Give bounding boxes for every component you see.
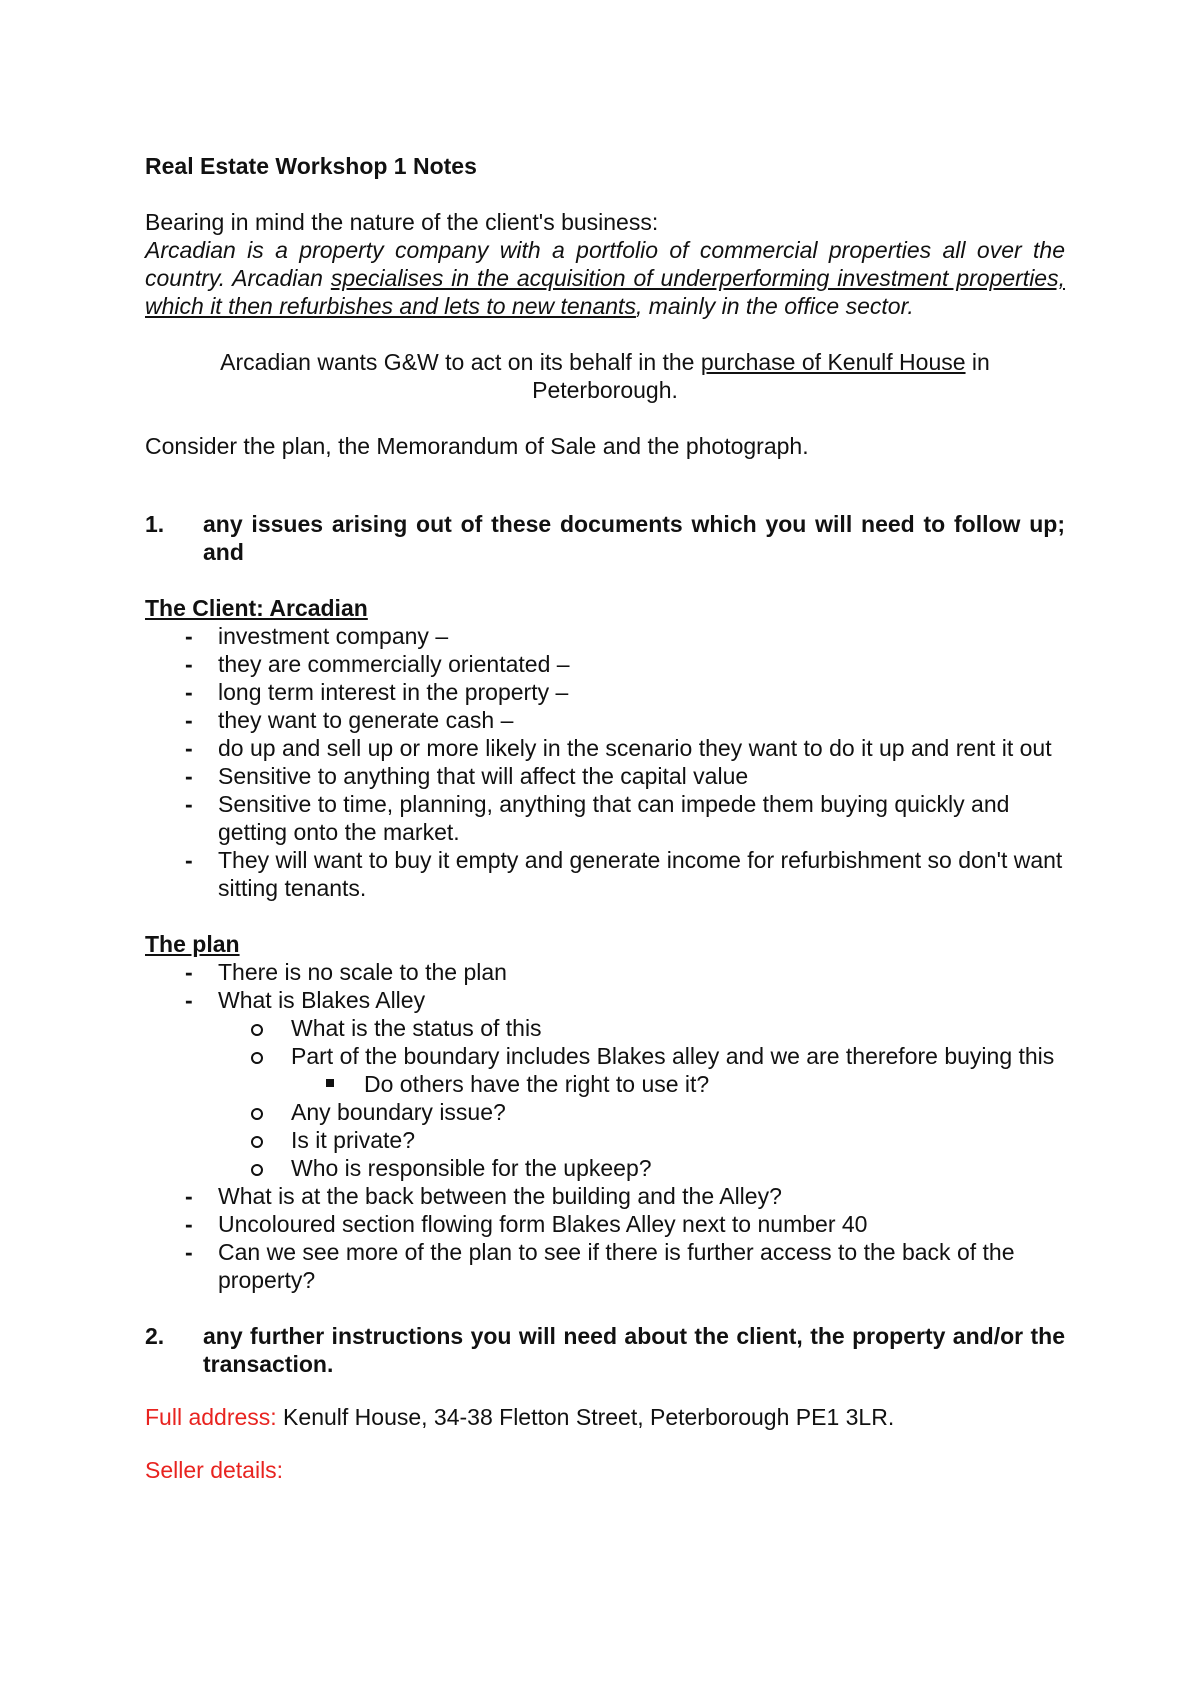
document-page: [145, 152, 1065, 1484]
blakes-alley-sublist: [218, 1014, 1065, 1182]
item-number: 2.: [145, 1323, 165, 1349]
list-item-text: What is at the back between the building and the Alley?: [218, 1183, 782, 1209]
dash-bullet-icon: -: [185, 735, 193, 761]
dash-bullet-icon: -: [185, 651, 193, 677]
list-item-text: Is it private?: [291, 1127, 415, 1153]
dash-bullet-icon: -: [185, 707, 193, 733]
square-bullet-icon: [326, 1079, 334, 1087]
instruction-underlined-text: purchase of Kenulf House: [700, 349, 966, 375]
consider-paragraph: Consider the plan, the Memorandum of Sale and the photograph.: [145, 433, 809, 459]
list-item-text: Sensitive to anything that will affect the capital value: [218, 763, 749, 789]
boundary-sublist: [291, 1070, 1065, 1098]
list-item: [185, 958, 1065, 986]
list-item: [185, 678, 1065, 706]
list-item-text: long term interest in the property –: [218, 679, 569, 705]
list-item-text: Who is responsible for the upkeep?: [291, 1155, 652, 1181]
document-title: Real Estate Workshop 1 Notes: [145, 153, 477, 179]
list-item-text: Can we see more of the plan to see if there is further access to the back of the property?: [218, 1239, 1015, 1293]
circle-bullet-icon: [251, 1164, 263, 1176]
list-item-text: investment company –: [218, 623, 449, 649]
list-item-text: they want to generate cash –: [218, 707, 514, 733]
list-item: [185, 846, 1065, 902]
list-item: [185, 762, 1065, 790]
list-item: [185, 1210, 1065, 1238]
list-item: [185, 986, 1065, 1182]
circle-bullet-icon: [251, 1136, 263, 1148]
item-text: any issues arising out of these documents which you will need to follow up; and: [203, 511, 1065, 565]
seller-details-line: [145, 1456, 1065, 1484]
list-item: [185, 1182, 1065, 1210]
list-item: [251, 1126, 1065, 1154]
list-item-text: Part of the boundary includes Blakes alley and we are therefore buying this: [291, 1043, 1055, 1069]
list-item: [185, 650, 1065, 678]
list-item-text: Sensitive to time, planning, anything that can impede them buying quickly and getting onto the market.: [218, 791, 1010, 845]
dash-bullet-icon: -: [185, 679, 193, 705]
dash-bullet-icon: -: [185, 623, 193, 649]
dash-bullet-icon: -: [185, 1211, 193, 1237]
dash-bullet-icon: -: [185, 1239, 193, 1265]
list-item: [251, 1154, 1065, 1182]
list-item: [185, 1238, 1065, 1294]
list-item-text: There is no scale to the plan: [218, 959, 507, 985]
intro-lead: Bearing in mind the nature of the client's business:: [145, 209, 659, 235]
numbered-item-1: [145, 510, 1065, 566]
intro-text-1: Arcadian is a property company with a portfolio of commercial properties all over the country. Arcadian: [145, 237, 1065, 291]
list-item-text: they are commercially orientated –: [218, 651, 570, 677]
circle-bullet-icon: [251, 1052, 263, 1064]
list-item: [251, 1098, 1065, 1126]
dash-bullet-icon: -: [185, 987, 193, 1013]
list-item: [324, 1070, 1065, 1098]
client-bullet-list: [145, 622, 1065, 902]
list-item: [185, 790, 1065, 846]
list-item: [251, 1014, 1065, 1042]
instruction-paragraph: [145, 348, 1065, 404]
full-address-value: Kenulf House, 34-38 Fletton Street, Peterborough PE1 3LR.: [276, 1404, 895, 1430]
dash-bullet-icon: -: [185, 959, 193, 985]
dash-bullet-icon: -: [185, 1183, 193, 1209]
list-item-text: What is Blakes Alley: [218, 987, 426, 1013]
plan-section-heading: The plan: [145, 931, 240, 957]
list-item-text: Any boundary issue?: [291, 1099, 506, 1125]
circle-bullet-icon: [251, 1108, 263, 1120]
list-item-text: do up and sell up or more likely in the scenario they want to do it up and rent it out: [218, 735, 1052, 761]
list-item-text: They will want to buy it empty and generate income for refurbishment so don't want sitting tenants.: [218, 847, 1063, 901]
list-item: [185, 622, 1065, 650]
numbered-item-2: [145, 1322, 1065, 1378]
full-address-label: Full address:: [145, 1404, 277, 1430]
intro-client-description: [145, 236, 1065, 320]
list-item: [251, 1042, 1065, 1098]
list-item-text: Uncoloured section flowing form Blakes Alley next to number 40: [218, 1211, 868, 1237]
circle-bullet-icon: [251, 1024, 263, 1036]
plan-bullet-list: [145, 958, 1065, 1294]
dash-bullet-icon: -: [185, 763, 193, 789]
client-section-heading: The Client: Arcadian: [145, 595, 368, 621]
item-text: any further instructions you will need about the client, the property and/or the transaction.: [203, 1323, 1065, 1377]
item-number: 1.: [145, 511, 165, 537]
list-item-text: Do others have the right to use it?: [364, 1071, 710, 1097]
list-item: [185, 734, 1065, 762]
seller-details-label: Seller details:: [145, 1457, 284, 1483]
dash-bullet-icon: -: [185, 847, 193, 873]
instruction-text-1: Arcadian wants G&W to act on its behalf in the: [220, 349, 701, 375]
intro-underlined-text: specialises in the acquisition of underperforming investment properties, which it then refurbishes and lets to new tenants: [145, 265, 1065, 319]
instruction-text-2: in Peterborough.: [532, 349, 990, 403]
intro-text-2: , mainly in the office sector.: [635, 293, 914, 319]
list-item: [185, 706, 1065, 734]
list-item-text: What is the status of this: [291, 1015, 542, 1041]
full-address-line: [145, 1403, 1065, 1431]
dash-bullet-icon: -: [185, 791, 193, 817]
